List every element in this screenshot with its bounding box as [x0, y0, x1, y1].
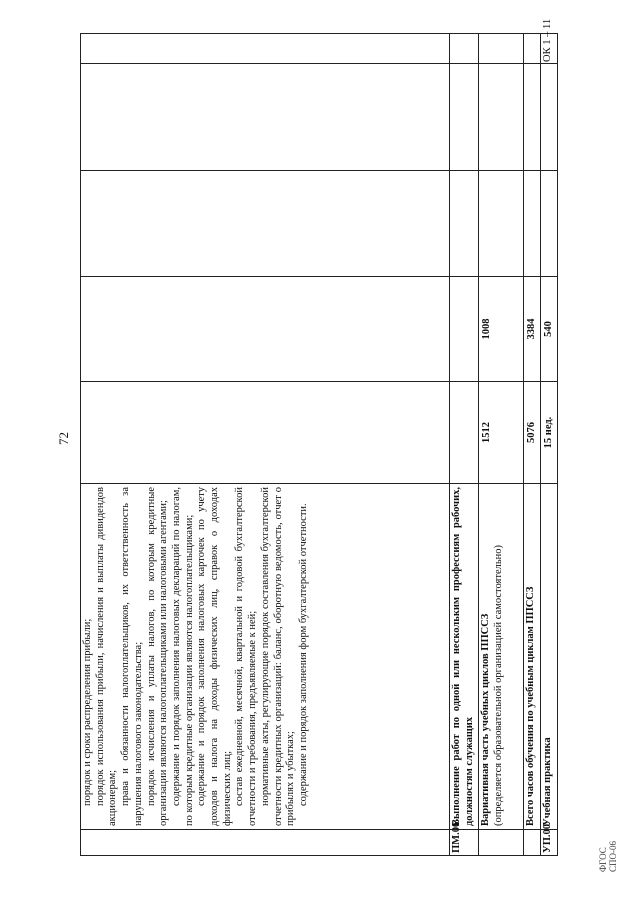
discipline-cell	[541, 171, 558, 277]
competence-cell	[450, 34, 479, 64]
table-row	[81, 34, 450, 856]
mandatory-hours-cell: 3384	[524, 277, 541, 382]
competence-cell	[81, 34, 450, 64]
code-index-cell	[524, 64, 541, 171]
discipline-cell	[524, 171, 541, 277]
row-title: Вариативная часть учебных циклов ППССЗ (определяется образовательной организацией самостоятельно)	[478, 484, 523, 830]
max-hours-cell: 15 нед.	[541, 382, 558, 484]
row-code: ПМ.06	[450, 830, 479, 856]
curriculum-table	[80, 18, 558, 856]
max-hours-cell: 1512	[478, 382, 523, 484]
topic-item: состав ежедневной, месячной, квартальной и годовой бухгалтерской отчетности и требования, предъявляемые к ней;	[234, 487, 259, 826]
topic-item: содержание и порядок заполнения форм бухгалтерской отчетности.	[297, 503, 309, 806]
max-hours-cell	[450, 382, 479, 484]
max-hours-cell: 5076	[524, 382, 541, 484]
row-code	[478, 830, 523, 856]
competence-cell	[524, 34, 541, 64]
mandatory-hours-cell: 540	[541, 277, 558, 382]
table-row	[450, 34, 479, 856]
max-hours-cell	[81, 382, 450, 484]
row-code	[524, 830, 541, 856]
row-title: Всего часов обучения по учебным циклам ППССЗ	[524, 484, 541, 830]
discipline-cell	[81, 171, 450, 277]
code-index-cell	[81, 64, 450, 171]
mandatory-hours-cell	[81, 277, 450, 382]
curriculum-table-rotated	[80, 18, 558, 856]
discipline-cell	[450, 171, 479, 277]
topic-item: содержание и порядок заполнения налоговых карточек по учету доходов и налога на доходы физических лиц, справок о доходах физических лиц;	[196, 487, 233, 826]
topic-item: порядок использования прибыли, начисления и выплаты дивидендов акционерам;	[94, 487, 119, 826]
competence-cell	[478, 34, 523, 64]
code-index-cell	[478, 64, 523, 171]
topic-item: права и обязанности налогоплательщиков, их ответственность за нарушения налогового законодательства;	[120, 487, 144, 826]
code-index-cell	[450, 64, 479, 171]
mandatory-hours-cell	[450, 277, 479, 382]
page-number: 72	[56, 432, 71, 445]
table-row	[541, 34, 558, 856]
table-row	[478, 34, 523, 856]
row-code: УП.00	[541, 830, 558, 856]
footer-code: ФГОС СПО-06	[598, 841, 618, 872]
code-index-cell	[541, 64, 558, 171]
mandatory-hours-cell: 1008	[478, 277, 523, 382]
table-row	[524, 34, 541, 856]
discipline-cell	[478, 171, 523, 277]
topic-item: содержание и порядок заполнения налоговых деклараций по налогам, по которым кредитные организации являются налогоплательщиками;	[170, 487, 195, 826]
topics-cell	[81, 484, 450, 830]
topic-item: порядок и сроки распределения прибыли;	[82, 618, 93, 806]
topic-item: порядок исчисления и уплаты налогов, по которым кредитные организации являются налогоплательщиками или налоговыми агентами;	[145, 487, 170, 826]
competence-cell: ОК 1 – 11	[541, 34, 558, 64]
topic-item: нормативные акты, регулирующие порядок составления бухгалтерской отчетности кредитных организаций: баланс, оборотную ведомость, отчет о прибылях и убытках;	[259, 487, 297, 826]
row-title: Выполнение работ по одной или нескольким профессиям рабочих, должностям служащих	[450, 484, 479, 830]
code-cell	[81, 830, 450, 856]
row-title: Учебная практика	[541, 484, 558, 830]
